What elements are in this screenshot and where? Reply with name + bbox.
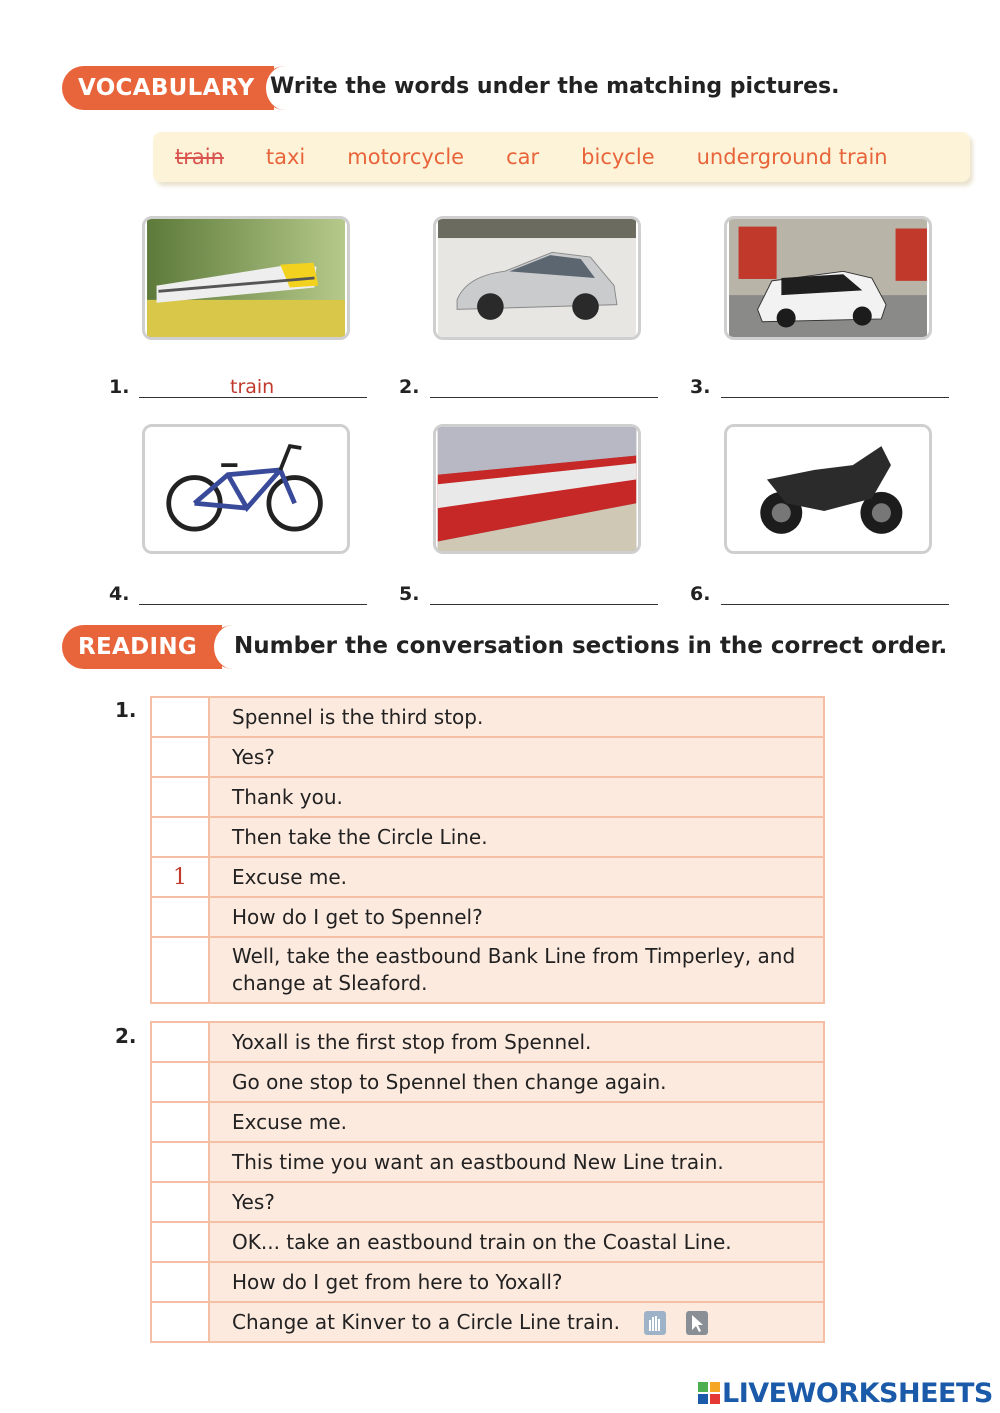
table-row	[151, 1062, 824, 1102]
order-input[interactable]	[151, 1182, 209, 1222]
table-row	[151, 1182, 824, 1222]
item-number: 2.	[399, 376, 420, 398]
table-row	[151, 817, 824, 857]
taxi-icon	[727, 219, 929, 337]
answer-field-5[interactable]	[430, 604, 658, 605]
order-input[interactable]	[151, 1102, 209, 1142]
answer-text-1: train	[230, 376, 275, 398]
word-bank-item: train	[175, 145, 224, 169]
order-input[interactable]	[151, 1302, 209, 1342]
line-text: This time you want an eastbound New Line train.	[209, 1142, 824, 1182]
word-bank-item: car	[506, 145, 540, 169]
conversation-number: 1.	[115, 698, 137, 722]
line-text: How do I get to Spennel?	[209, 897, 824, 937]
answer-field-3[interactable]	[721, 397, 949, 398]
item-number: 3.	[690, 376, 711, 398]
line-text: Thank you.	[209, 777, 824, 817]
table-row	[151, 1262, 824, 1302]
order-input[interactable]: 1	[151, 857, 209, 897]
line-text: Yoxall is the first stop from Spennel.	[209, 1022, 824, 1062]
vocabulary-tag-label: VOCABULARY	[78, 75, 255, 101]
line-text: OK... take an eastbound train on the Coastal Line.	[209, 1222, 824, 1262]
table-row	[151, 1222, 824, 1262]
underground-train-picture	[433, 424, 641, 554]
item-number: 5.	[399, 583, 420, 605]
order-input[interactable]	[151, 777, 209, 817]
line-text: Spennel is the third stop.	[209, 697, 824, 737]
line-text: Yes?	[209, 737, 824, 777]
line-text: Go one stop to Spennel then change again.	[209, 1062, 824, 1102]
bicycle-picture	[142, 424, 350, 554]
line-text: Excuse me.	[209, 1102, 824, 1142]
table-row	[151, 697, 824, 737]
conversation-number: 2.	[115, 1024, 137, 1048]
table-row	[151, 1302, 824, 1342]
order-input[interactable]	[151, 1262, 209, 1302]
reading-instruction: Number the conversation sections in the correct order.	[234, 633, 948, 659]
vocabulary-instruction: Write the words under the matching pictures.	[270, 74, 840, 99]
liveworksheets-logo-icon	[698, 1380, 720, 1402]
answer-field-2[interactable]	[430, 397, 658, 398]
table-row	[151, 1142, 824, 1182]
car-icon	[436, 219, 638, 337]
word-bank-item: underground train	[696, 145, 888, 169]
line-text: Yes?	[209, 1182, 824, 1222]
answer-field-4[interactable]	[139, 604, 367, 605]
order-input[interactable]	[151, 897, 209, 937]
table-row	[151, 937, 824, 1003]
order-input[interactable]	[151, 817, 209, 857]
line-text: Change at Kinver to a Circle Line train.	[232, 1309, 620, 1334]
word-bank-item: taxi	[265, 145, 306, 169]
answer-field-6[interactable]	[721, 604, 949, 605]
item-number: 6.	[690, 583, 711, 605]
order-input[interactable]	[151, 1022, 209, 1062]
word-bank-item: motorcycle	[347, 145, 465, 169]
table-row	[151, 857, 824, 897]
bicycle-icon	[145, 427, 347, 551]
car-picture	[433, 216, 641, 340]
item-number: 4.	[109, 583, 130, 605]
motorcycle-picture	[724, 424, 932, 554]
table-row	[151, 897, 824, 937]
conversation-table-1	[150, 696, 825, 1004]
pointer-icon[interactable]	[686, 1311, 708, 1335]
underground-train-icon	[436, 427, 638, 551]
order-input[interactable]	[151, 1142, 209, 1182]
brand-name: LIVEWORKSHEETS	[722, 1378, 993, 1409]
order-input[interactable]	[151, 1222, 209, 1262]
order-input[interactable]	[151, 1062, 209, 1102]
conversation-table-2	[150, 1021, 825, 1343]
hand-icon[interactable]	[644, 1311, 666, 1335]
train-picture	[142, 216, 350, 340]
reading-tag	[62, 625, 222, 669]
line-text: How do I get from here to Yoxall?	[209, 1262, 824, 1302]
train-icon	[145, 219, 347, 337]
order-input[interactable]	[151, 697, 209, 737]
word-bank-item: bicycle	[581, 145, 655, 169]
order-input[interactable]	[151, 737, 209, 777]
table-row	[151, 777, 824, 817]
word-bank	[153, 132, 970, 182]
reading-tag-label: READING	[78, 634, 198, 660]
item-number: 1.	[109, 376, 130, 398]
table-row	[151, 1102, 824, 1142]
line-text: Well, take the eastbound Bank Line from Timperley, and change at Sleaford.	[209, 937, 824, 1003]
motorcycle-icon	[727, 427, 929, 551]
table-row	[151, 737, 824, 777]
table-row	[151, 1022, 824, 1062]
line-text: Then take the Circle Line.	[209, 817, 824, 857]
liveworksheets-logo	[698, 1378, 993, 1409]
line-text: Excuse me.	[209, 857, 824, 897]
last-line-cell	[209, 1302, 824, 1342]
order-input[interactable]	[151, 937, 209, 1003]
vocabulary-tag	[62, 66, 274, 110]
taxi-picture	[724, 216, 932, 340]
